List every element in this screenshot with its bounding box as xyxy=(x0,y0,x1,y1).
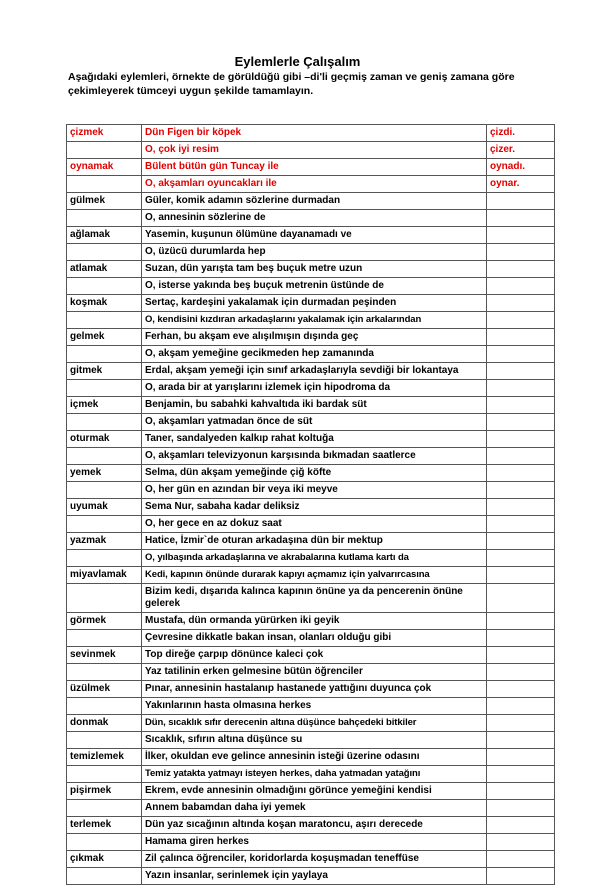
table-row xyxy=(67,244,555,261)
verb-cell xyxy=(67,698,142,715)
table-row xyxy=(67,142,555,159)
verb-cell xyxy=(67,176,142,193)
answer-cell[interactable] xyxy=(487,227,555,244)
sentence-cell: O, akşamları oyuncakları ile xyxy=(142,176,487,193)
verb-cell xyxy=(67,732,142,749)
table-row xyxy=(67,630,555,647)
sentence-cell: Dün, sıcaklık sıfır derecenin altına düşünce bahçedeki bitkiler xyxy=(142,715,487,732)
verb-cell: atlamak xyxy=(67,261,142,278)
table-row xyxy=(67,397,555,414)
sentence-cell: O, annesinin sözlerine de xyxy=(142,210,487,227)
answer-cell[interactable] xyxy=(487,465,555,482)
verb-cell: donmak xyxy=(67,715,142,732)
answer-cell[interactable] xyxy=(487,851,555,868)
verb-cell: gelmek xyxy=(67,329,142,346)
sentence-cell: Çevresine dikkatle bakan insan, olanları olduğu gibi xyxy=(142,630,487,647)
answer-cell[interactable] xyxy=(487,431,555,448)
sentence-cell: O, arada bir at yarışlarını izlemek için hipodroma da xyxy=(142,380,487,397)
sentence-cell: Ekrem, evde annesinin olmadığını görünce yemeğini kendisi xyxy=(142,783,487,800)
verb-cell: terlemek xyxy=(67,817,142,834)
verb-cell: üzülmek xyxy=(67,681,142,698)
table-row xyxy=(67,567,555,584)
sentence-cell: Bizim kedi, dışarıda kalınca kapının önüne ya da pencerenin önüne gelerek xyxy=(142,584,487,613)
sentence-cell: Benjamin, bu sabahki kahvaltıda iki bardak süt xyxy=(142,397,487,414)
verb-cell: oynamak xyxy=(67,159,142,176)
verb-cell xyxy=(67,142,142,159)
verb-cell xyxy=(67,516,142,533)
answer-cell[interactable] xyxy=(487,312,555,329)
answer-cell[interactable] xyxy=(487,584,555,613)
table-row xyxy=(67,295,555,312)
table-row xyxy=(67,176,555,193)
answer-cell[interactable] xyxy=(487,647,555,664)
answer-cell[interactable]: çizer. xyxy=(487,142,555,159)
answer-cell[interactable] xyxy=(487,630,555,647)
sentence-cell: Zil çalınca öğrenciler, koridorlarda koşuşmadan teneffüse xyxy=(142,851,487,868)
sentence-cell: Sertaç, kardeşini yakalamak için durmadan peşinden xyxy=(142,295,487,312)
answer-cell[interactable] xyxy=(487,329,555,346)
table-row xyxy=(67,210,555,227)
verb-cell: yazmak xyxy=(67,533,142,550)
sentence-cell: O, isterse yakında beş buçuk metrenin üstünde de xyxy=(142,278,487,295)
verb-cell xyxy=(67,584,142,613)
sentence-cell: Annem babamdan daha iyi yemek xyxy=(142,800,487,817)
table-row xyxy=(67,499,555,516)
sentence-cell: Dün yaz sıcağının altında koşan maratoncu, aşırı derecede xyxy=(142,817,487,834)
table-row xyxy=(67,329,555,346)
verb-cell: gitmek xyxy=(67,363,142,380)
table-row xyxy=(67,749,555,766)
table-row xyxy=(67,159,555,176)
sentence-cell: Pınar, annesinin hastalanıp hastanede yattığını duyunca çok xyxy=(142,681,487,698)
sentence-cell: Yasemin, kuşunun ölümüne dayanamadı ve xyxy=(142,227,487,244)
sentence-cell: O, yılbaşında arkadaşlarına ve akrabalarına kutlama kartı da xyxy=(142,550,487,567)
verb-cell: sevinmek xyxy=(67,647,142,664)
sentence-cell: O, akşamları yatmadan önce de süt xyxy=(142,414,487,431)
table-row xyxy=(67,516,555,533)
table-row xyxy=(67,698,555,715)
verb-cell xyxy=(67,664,142,681)
sentence-cell: O, kendisini kızdıran arkadaşlarını yakalamak için arkalarından xyxy=(142,312,487,329)
sentence-cell: Yaz tatilinin erken gelmesine bütün öğrenciler xyxy=(142,664,487,681)
answer-cell[interactable] xyxy=(487,261,555,278)
table-row xyxy=(67,647,555,664)
sentence-cell: İlker, okuldan eve gelince annesinin isteği üzerine odasını xyxy=(142,749,487,766)
table-row xyxy=(67,681,555,698)
answer-cell[interactable] xyxy=(487,380,555,397)
answer-cell[interactable] xyxy=(487,550,555,567)
table-row xyxy=(67,227,555,244)
sentence-cell: Kedi, kapının önünde durarak kapıyı açmamız için yalvarırcasına xyxy=(142,567,487,584)
verb-cell xyxy=(67,346,142,363)
sentence-cell: Güler, komik adamın sözlerine durmadan xyxy=(142,193,487,210)
verb-cell: görmek xyxy=(67,613,142,630)
sentence-cell: Sema Nur, sabaha kadar deliksiz xyxy=(142,499,487,516)
table-row xyxy=(67,817,555,834)
answer-cell[interactable] xyxy=(487,363,555,380)
instructions: Aşağıdaki eylemleri, örnekte de görüldüğü gibi –di'li geçmiş zaman ve geniş zamana göre çekimleyerek tümceyi uygun şekilde tamamlayın. xyxy=(68,71,515,97)
sentence-cell: Taner, sandalyeden kalkıp rahat koltuğa xyxy=(142,431,487,448)
verb-cell xyxy=(67,868,142,885)
table-row xyxy=(67,312,555,329)
table-row xyxy=(67,584,555,613)
sentence-cell: Hatice, İzmir`de oturan arkadaşına dün bir mektup xyxy=(142,533,487,550)
sentence-cell: O, akşam yemeğine gecikmeden hep zamanında xyxy=(142,346,487,363)
answer-cell[interactable] xyxy=(487,817,555,834)
exercise-table xyxy=(66,124,555,885)
answer-cell[interactable] xyxy=(487,783,555,800)
verb-cell xyxy=(67,414,142,431)
table-row xyxy=(67,363,555,380)
sentence-cell: Hamama giren herkes xyxy=(142,834,487,851)
table-row xyxy=(67,715,555,732)
table-row xyxy=(67,783,555,800)
answer-cell[interactable] xyxy=(487,749,555,766)
answer-cell[interactable] xyxy=(487,244,555,261)
table-row xyxy=(67,851,555,868)
table-row xyxy=(67,834,555,851)
answer-cell[interactable] xyxy=(487,868,555,885)
sentence-cell: Yakınlarının hasta olmasına herkes xyxy=(142,698,487,715)
verb-cell xyxy=(67,210,142,227)
verb-cell xyxy=(67,550,142,567)
verb-cell: gülmek xyxy=(67,193,142,210)
sentence-cell: O, akşamları televizyonun karşısında bıkmadan saatlerce xyxy=(142,448,487,465)
verb-cell: içmek xyxy=(67,397,142,414)
answer-cell[interactable] xyxy=(487,193,555,210)
table-row xyxy=(67,550,555,567)
table-row xyxy=(67,800,555,817)
table-row xyxy=(67,278,555,295)
answer-cell[interactable] xyxy=(487,516,555,533)
verb-cell: pişirmek xyxy=(67,783,142,800)
answer-cell[interactable] xyxy=(487,698,555,715)
table-row xyxy=(67,482,555,499)
answer-cell[interactable] xyxy=(487,800,555,817)
table-row xyxy=(67,664,555,681)
verb-cell xyxy=(67,278,142,295)
answer-cell[interactable] xyxy=(487,414,555,431)
answer-cell[interactable] xyxy=(487,681,555,698)
table-row xyxy=(67,414,555,431)
answer-cell[interactable] xyxy=(487,732,555,749)
verb-cell: koşmak xyxy=(67,295,142,312)
answer-cell[interactable]: oynar. xyxy=(487,176,555,193)
verb-cell xyxy=(67,800,142,817)
answer-cell[interactable] xyxy=(487,482,555,499)
sentence-cell: O, her gün en azından bir veya iki meyve xyxy=(142,482,487,499)
verb-cell xyxy=(67,630,142,647)
answer-cell[interactable] xyxy=(487,533,555,550)
table-row xyxy=(67,465,555,482)
answer-cell[interactable] xyxy=(487,613,555,630)
answer-cell[interactable] xyxy=(487,448,555,465)
answer-cell[interactable] xyxy=(487,346,555,363)
verb-cell: temizlemek xyxy=(67,749,142,766)
verb-cell: miyavlamak xyxy=(67,567,142,584)
answer-cell[interactable]: çizdi. xyxy=(487,125,555,142)
verb-cell xyxy=(67,482,142,499)
sentence-cell: Bülent bütün gün Tuncay ile xyxy=(142,159,487,176)
table-row xyxy=(67,125,555,142)
table-row xyxy=(67,431,555,448)
answer-cell[interactable] xyxy=(487,397,555,414)
verb-cell: çıkmak xyxy=(67,851,142,868)
answer-cell[interactable] xyxy=(487,766,555,783)
answer-cell[interactable] xyxy=(487,499,555,516)
sentence-cell: O, her gece en az dokuz saat xyxy=(142,516,487,533)
answer-cell[interactable] xyxy=(487,567,555,584)
verb-cell: uyumak xyxy=(67,499,142,516)
sentence-cell: Erdal, akşam yemeği için sınıf arkadaşlarıyla sevdiği bir lokantaya xyxy=(142,363,487,380)
verb-cell: yemek xyxy=(67,465,142,482)
table-row xyxy=(67,533,555,550)
sentence-cell: Temiz yatakta yatmayı isteyen herkes, daha yatmadan yatağını xyxy=(142,766,487,783)
verb-cell xyxy=(67,244,142,261)
table-row xyxy=(67,766,555,783)
sentence-cell: Dün Figen bir köpek xyxy=(142,125,487,142)
sentence-cell: Selma, dün akşam yemeğinde çiğ köfte xyxy=(142,465,487,482)
answer-cell[interactable] xyxy=(487,295,555,312)
answer-cell[interactable] xyxy=(487,278,555,295)
sentence-cell: O, üzücü durumlarda hep xyxy=(142,244,487,261)
table-row xyxy=(67,193,555,210)
sentence-cell: O, çok iyi resim xyxy=(142,142,487,159)
sentence-cell: Mustafa, dün ormanda yürürken iki geyik xyxy=(142,613,487,630)
answer-cell[interactable]: oynadı. xyxy=(487,159,555,176)
table-row xyxy=(67,346,555,363)
table-row xyxy=(67,261,555,278)
table-row xyxy=(67,868,555,885)
verb-cell: oturmak xyxy=(67,431,142,448)
answer-cell[interactable] xyxy=(487,834,555,851)
verb-cell: çizmek xyxy=(67,125,142,142)
table-row xyxy=(67,613,555,630)
verb-cell xyxy=(67,448,142,465)
sentence-cell: Top direğe çarpıp dönünce kaleci çok xyxy=(142,647,487,664)
answer-cell[interactable] xyxy=(487,715,555,732)
table-row xyxy=(67,380,555,397)
sentence-cell: Suzan, dün yarışta tam beş buçuk metre uzun xyxy=(142,261,487,278)
sentence-cell: Sıcaklık, sıfırın altına düşünce su xyxy=(142,732,487,749)
verb-cell: ağlamak xyxy=(67,227,142,244)
sentence-cell: Yazın insanlar, serinlemek için yaylaya xyxy=(142,868,487,885)
answer-cell[interactable] xyxy=(487,664,555,681)
verb-cell xyxy=(67,766,142,783)
sentence-cell: Ferhan, bu akşam eve alışılmışın dışında geç xyxy=(142,329,487,346)
verb-cell xyxy=(67,380,142,397)
page-title: Eylemlerle Çalışalım xyxy=(234,54,361,69)
answer-cell[interactable] xyxy=(487,210,555,227)
verb-cell xyxy=(67,834,142,851)
table-row xyxy=(67,732,555,749)
verb-cell xyxy=(67,312,142,329)
table-row xyxy=(67,448,555,465)
